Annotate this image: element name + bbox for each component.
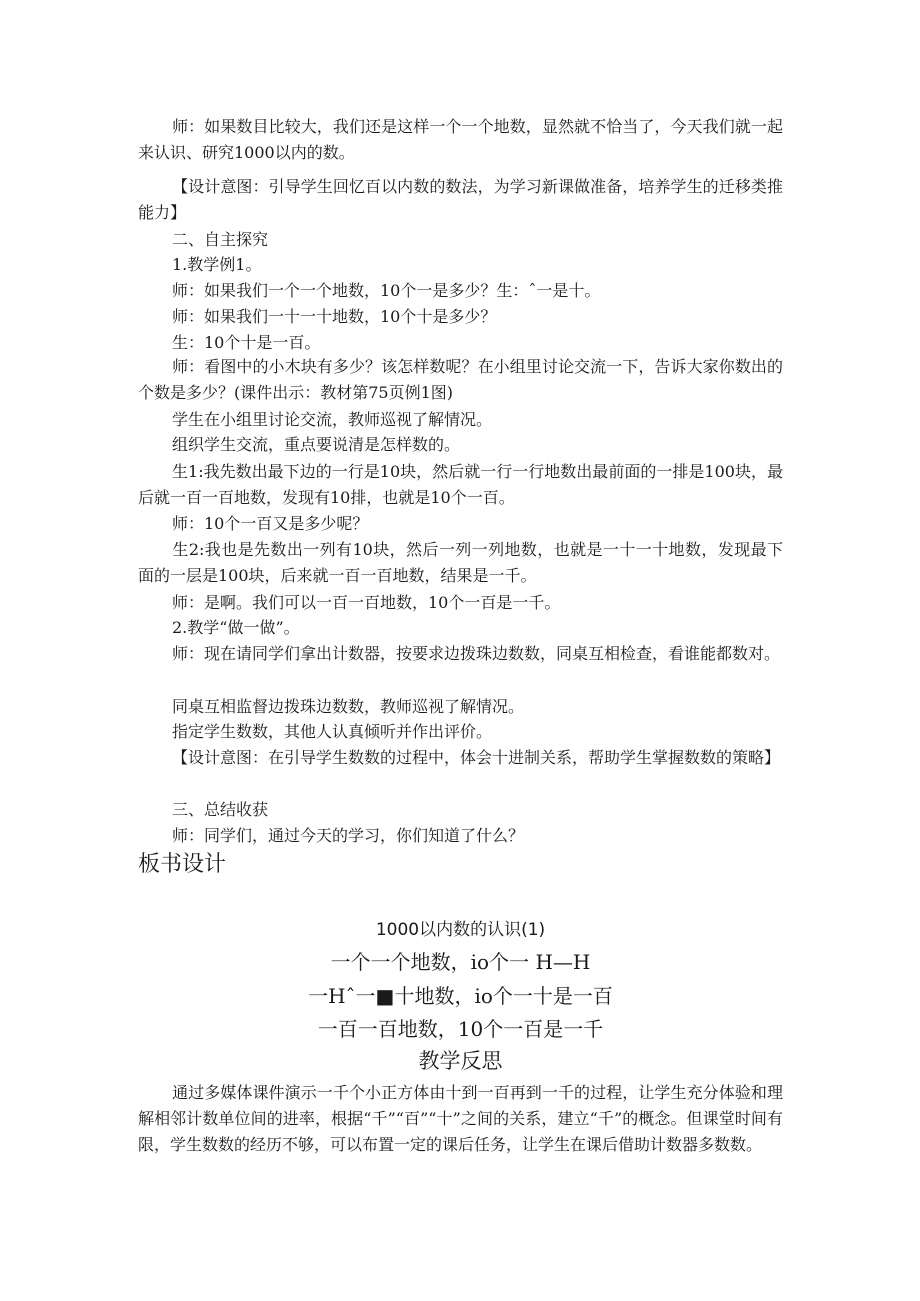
board-line: 一百一百地数，10个一百是一千 bbox=[317, 1017, 604, 1041]
subsection-heading: 1.教学例1。 bbox=[172, 255, 262, 274]
paragraph: 组织学生交流，重点要说清是怎样数的。 bbox=[172, 435, 461, 454]
paragraph: 学生在小组里讨论交流，教师巡视了解情况。 bbox=[172, 410, 493, 429]
reflection-heading: 教学反思 bbox=[418, 1049, 503, 1073]
paragraph: 生1:我先数出最下边的一行是10块，然后就一行一行地数出最前面的一排是100块，最后就一百一百地数，发现有10排，也就是10个一百。 bbox=[138, 462, 783, 507]
board-line: 一个一个地数，io个一 H—H bbox=[330, 950, 591, 974]
paragraph: 生2:我也是先数出一列有10块，然后一列一列地数，也就是一十一十地数，发现最下面的一层是100块，后来就一百一百地数，结果是一千。 bbox=[138, 540, 783, 585]
paragraph: 师：是啊。我们可以一百一百地数，10个一百是一千。 bbox=[172, 593, 561, 612]
section-heading: 二、自主探究 bbox=[172, 230, 269, 249]
paragraph: 生：10个十是一百。 bbox=[172, 333, 321, 352]
paragraph: 同桌互相监督边拨珠边数数，教师巡视了解情况。 bbox=[172, 697, 525, 716]
paragraph: 师：如果我们一十一十地数，10个十是多少？ bbox=[172, 307, 497, 326]
paragraph: 师：如果我们一个一个地数，10个一是多少？生：ˆ一是十。 bbox=[172, 281, 601, 300]
design-intent-note: 【设计意图：在引导学生数数的过程中，体会十进制关系，帮助学生掌握数数的策略】 bbox=[172, 748, 781, 767]
paragraph: 指定学生数数，其他人认真倾听并作出评价。 bbox=[172, 722, 493, 741]
paragraph: 师：看图中的小木块有多少？该怎样数呢？在小组里讨论交流一下，告诉大家你数出的个数是多少？(课件出示：教材第75页例1图) bbox=[138, 357, 783, 402]
board-design-heading: 板书设计 bbox=[138, 852, 227, 877]
paragraph: 师：10个一百又是多少呢？ bbox=[172, 514, 369, 533]
paragraph: 师：现在请同学们拿出计数器，按要求边拨珠边数数，同桌互相检查，看谁能都数对。 bbox=[172, 644, 781, 663]
design-intent-note: 【设计意图：引导学生回忆百以内数的数法，为学习新课做准备，培养学生的迁移类推能力】 bbox=[138, 177, 783, 222]
board-title: 1000以内数的认识(1) bbox=[375, 920, 546, 940]
section-heading: 三、总结收获 bbox=[172, 800, 269, 819]
paragraph: 师：同学们，通过今天的学习，你们知道了什么？ bbox=[172, 826, 525, 845]
reflection-paragraph: 通过多媒体课件演示一千个小正方体由十到一百再到一千的过程，让学生充分体验和理解相邻计数单位间的进率，根据“千”“百”“十”之间的关系，建立“千”的概念。但课堂时间有限，学生数数的经历不够，可以布置一定的课后任务，让学生在课后借助计数器多数数。 bbox=[138, 1083, 783, 1154]
subsection-heading: 2.教学“做一做”。 bbox=[172, 618, 300, 637]
paragraph: 师：如果数目比较大，我们还是这样一个一个地数，显然就不恰当了，今天我们就一起来认识、研究1000以内的数。 bbox=[138, 117, 783, 162]
board-line: 一Hˆ一■十地数，io个一十是一百 bbox=[308, 984, 613, 1008]
